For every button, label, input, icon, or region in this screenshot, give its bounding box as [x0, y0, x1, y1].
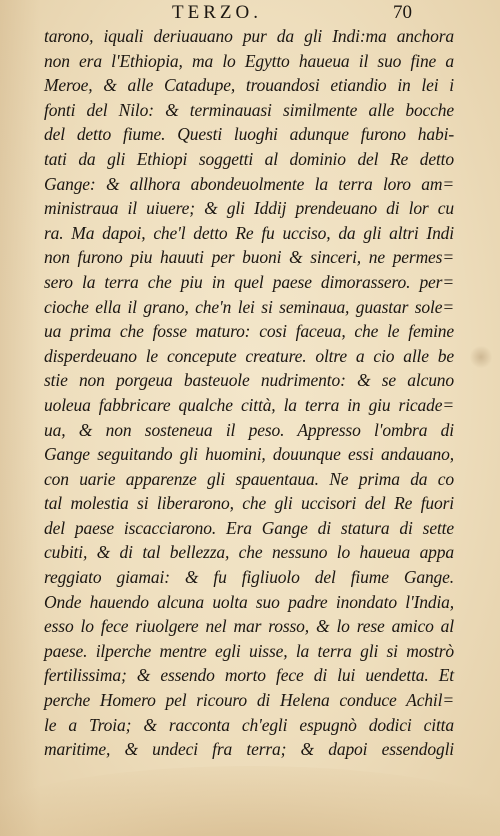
text-line: esso lo fece riuolgere nel mar rosso, & lo rese amico al	[44, 616, 454, 637]
text-line: perche Homero pel ricouro di Helena conduce Achil=	[44, 690, 454, 711]
text-line: ministraua il uiuere; & gli Iddij prendeuano di lor cu	[44, 198, 454, 219]
ink-spot	[470, 345, 492, 369]
water-stain	[0, 766, 500, 836]
text-line: Gange seguitando gli huomini, douunque essi andauano,	[44, 444, 454, 465]
text-line: ua, & non sosteneua il peso. Appresso l'ombra di	[44, 419, 454, 440]
text-line: uoleua fabbricare qualche città, la terra in giu ricade=	[44, 394, 454, 415]
text-line: tal molestia si liberarono, che gli uccisori del Re fuori	[44, 493, 454, 514]
text-line: maritime, & undeci fra terra; & dapoi essendogli	[44, 739, 454, 760]
text-line: fonti del Nilo: & terminauasi similmente alle bocche	[44, 99, 454, 120]
text-line: fertilissima; & essendo morto fece di lui uendetta. Et	[44, 665, 454, 686]
text-line: non era l'Ethiopia, ma lo Egytto haueua il suo fine a	[44, 50, 454, 71]
text-line: reggiato giamai: & fu figliuolo del fiume Gange.	[44, 567, 454, 588]
text-line: Onde hauendo alcuna uolta suo padre inondato l'India,	[44, 591, 454, 612]
text-line: sero la terra che piu in quel paese dimorassero. per=	[44, 271, 454, 292]
page-edge-shadow	[0, 0, 40, 836]
text-line: stie non porgeua basteuole nudrimento: & se alcuno	[44, 370, 454, 391]
text-line: non furono piu hauuti per buoni & sinceri, ne permes=	[44, 247, 454, 268]
text-line: ra. Ma dapoi, che'l detto Re fu ucciso, da gli altri Indi	[44, 222, 454, 243]
text-line: Gange: & allhora abondeuolmente la terra loro am=	[44, 173, 454, 194]
text-line: tati da gli Ethiopi soggetti al dominio del Re detto	[44, 148, 454, 169]
text-line: paese. ilperche mentre egli uisse, la terra gli si mostrò	[44, 640, 454, 661]
text-line: disperdeuano le concepute creature. oltre a cio alle be	[44, 345, 454, 366]
text-line: cioche ella il grano, che'n lei si seminaua, guastar sole=	[44, 296, 454, 317]
running-head: TERZO.	[172, 2, 262, 23]
text-line: ua prima che fosse maturo: cosi faceua, che le femine	[44, 321, 454, 342]
body-text	[44, 24, 454, 762]
text-line: del detto fiume. Questi luoghi adunque furono habi-	[44, 124, 454, 145]
page-number: 70	[393, 2, 412, 23]
text-line: tarono, iquali deriuauano pur da gli Indi:ma anchora	[44, 26, 454, 46]
text-line: con uarie apparenze gli spauentaua. Ne prima da co	[44, 468, 454, 489]
text-line: Meroe, & alle Catadupe, trouandosi etiandio in lei i	[44, 75, 454, 96]
text-line: del paese iscacciarono. Era Gange di statura di sette	[44, 517, 454, 538]
text-line: le a Troia; & racconta ch'egli espugnò dodici citta	[44, 714, 454, 735]
text-line: cubiti, & di tal bellezza, che nessuno lo haueua appa	[44, 542, 454, 563]
